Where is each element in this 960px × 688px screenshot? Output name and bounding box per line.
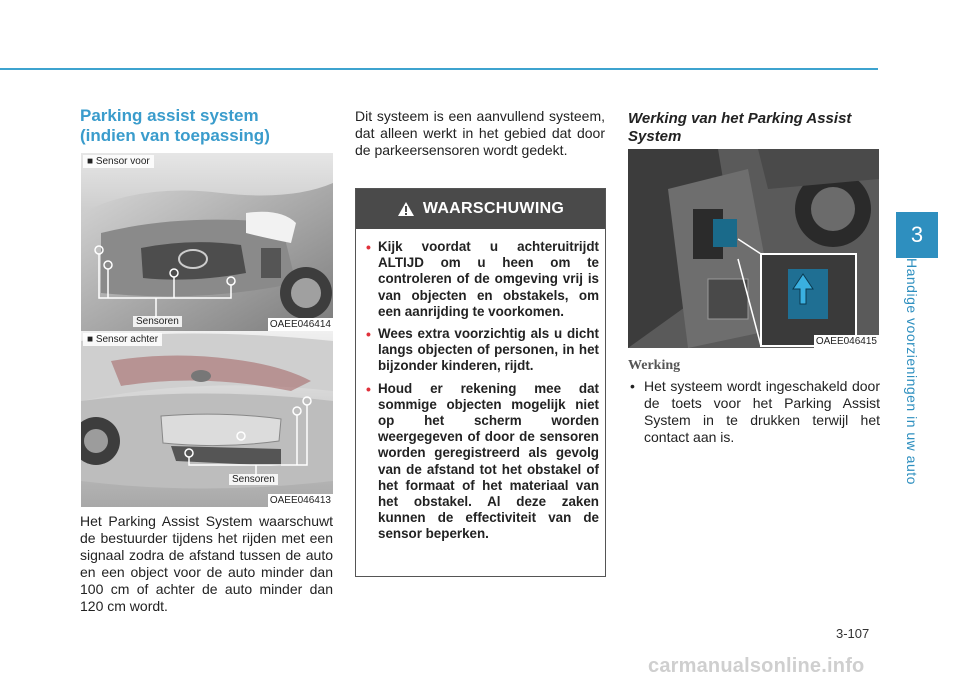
page-number: 3-107: [836, 626, 870, 641]
section-title-line1: Parking assist system: [80, 106, 259, 125]
chapter-number-tab: 3: [896, 212, 938, 258]
console-figure-code: OAEE046415: [815, 336, 877, 347]
warning-item: • Houd er rekening mee dat sommige objecten mogelijk niet op het scherm worden weergegeven of door de sensoren worden geregistreerd als gevolg van de afstand tot het obstakel of het formaat of het materiaal van het obstakel. Al deze zaken kunnen de effectiviteit van de sensor beperken.: [366, 380, 599, 542]
watermark: carmanualsonline.info: [648, 655, 865, 677]
intro-paragraph: Het Parking Assist System waarschuwt de bestuurder tijdens het rijden met een signaal zodra de afstand tussen de auto en een object voor de auto minder dan 100 cm of achter de auto minder dan 120 cm wordt.: [80, 513, 333, 614]
operation-bullet-text: Het systeem wordt ingeschakeld door de toets voor het Parking Assist System in te drukken terwijl het contact aan is.: [644, 378, 880, 445]
operation-title-line1: Werking van het Parking Assist: [628, 110, 852, 127]
top-rule: [0, 68, 878, 70]
chapter-title-vertical: Handige voorzieningen in uw auto: [904, 258, 920, 485]
rear-figure-code: OAEE046413: [269, 495, 331, 506]
warning-triangle-icon: [397, 201, 415, 217]
bullet-dot-icon: •: [366, 239, 371, 255]
warning-box: [355, 188, 606, 577]
bullet-dot-icon: •: [630, 378, 635, 394]
bullet-dot-icon: •: [366, 326, 371, 343]
supplement-paragraph: Dit systeem is een aanvullend systeem, dat alleen werkt in het gebied dat door de parkeersensoren wordt gedekt.: [355, 108, 605, 158]
center-console-illustration: [628, 149, 879, 348]
rear-sensoren-label: Sensoren: [229, 474, 278, 485]
warning-item: • Wees extra voorzichtig als u dicht langs objecten of personen, in het bijzonder kinderen, rijdt.: [366, 326, 599, 374]
rear-car-illustration: [81, 331, 333, 507]
warning-list: [356, 229, 605, 543]
section-title-line2: (indien van toepassing): [80, 126, 270, 145]
rear-sensor-tag: ■ Sensor achter: [83, 333, 162, 346]
front-sensor-tag: ■ Sensor voor: [83, 155, 154, 168]
operation-title: [628, 110, 880, 146]
front-car-illustration: [81, 153, 333, 331]
front-sensor-figure: [81, 153, 333, 331]
warning-title: WAARSCHUWING: [422, 200, 565, 217]
bullet-dot-icon: •: [366, 380, 371, 397]
section-title: [80, 106, 340, 146]
front-figure-code: OAEE046414: [269, 319, 331, 330]
console-figure: [628, 149, 879, 348]
warning-item: • Kijk voordat u achteruitrijdt ALTIJD om u heen om te controleren of de omgeving vrij is van objecten en obstakels, om een aanrijding te voorkomen.: [366, 239, 599, 319]
operation-title-line2: System: [628, 128, 682, 145]
front-sensoren-label: Sensoren: [133, 316, 182, 327]
warning-header: [356, 189, 605, 229]
werking-subheading: Werking: [628, 358, 681, 373]
operation-bullet: [628, 378, 880, 446]
rear-sensor-figure: [81, 331, 333, 507]
